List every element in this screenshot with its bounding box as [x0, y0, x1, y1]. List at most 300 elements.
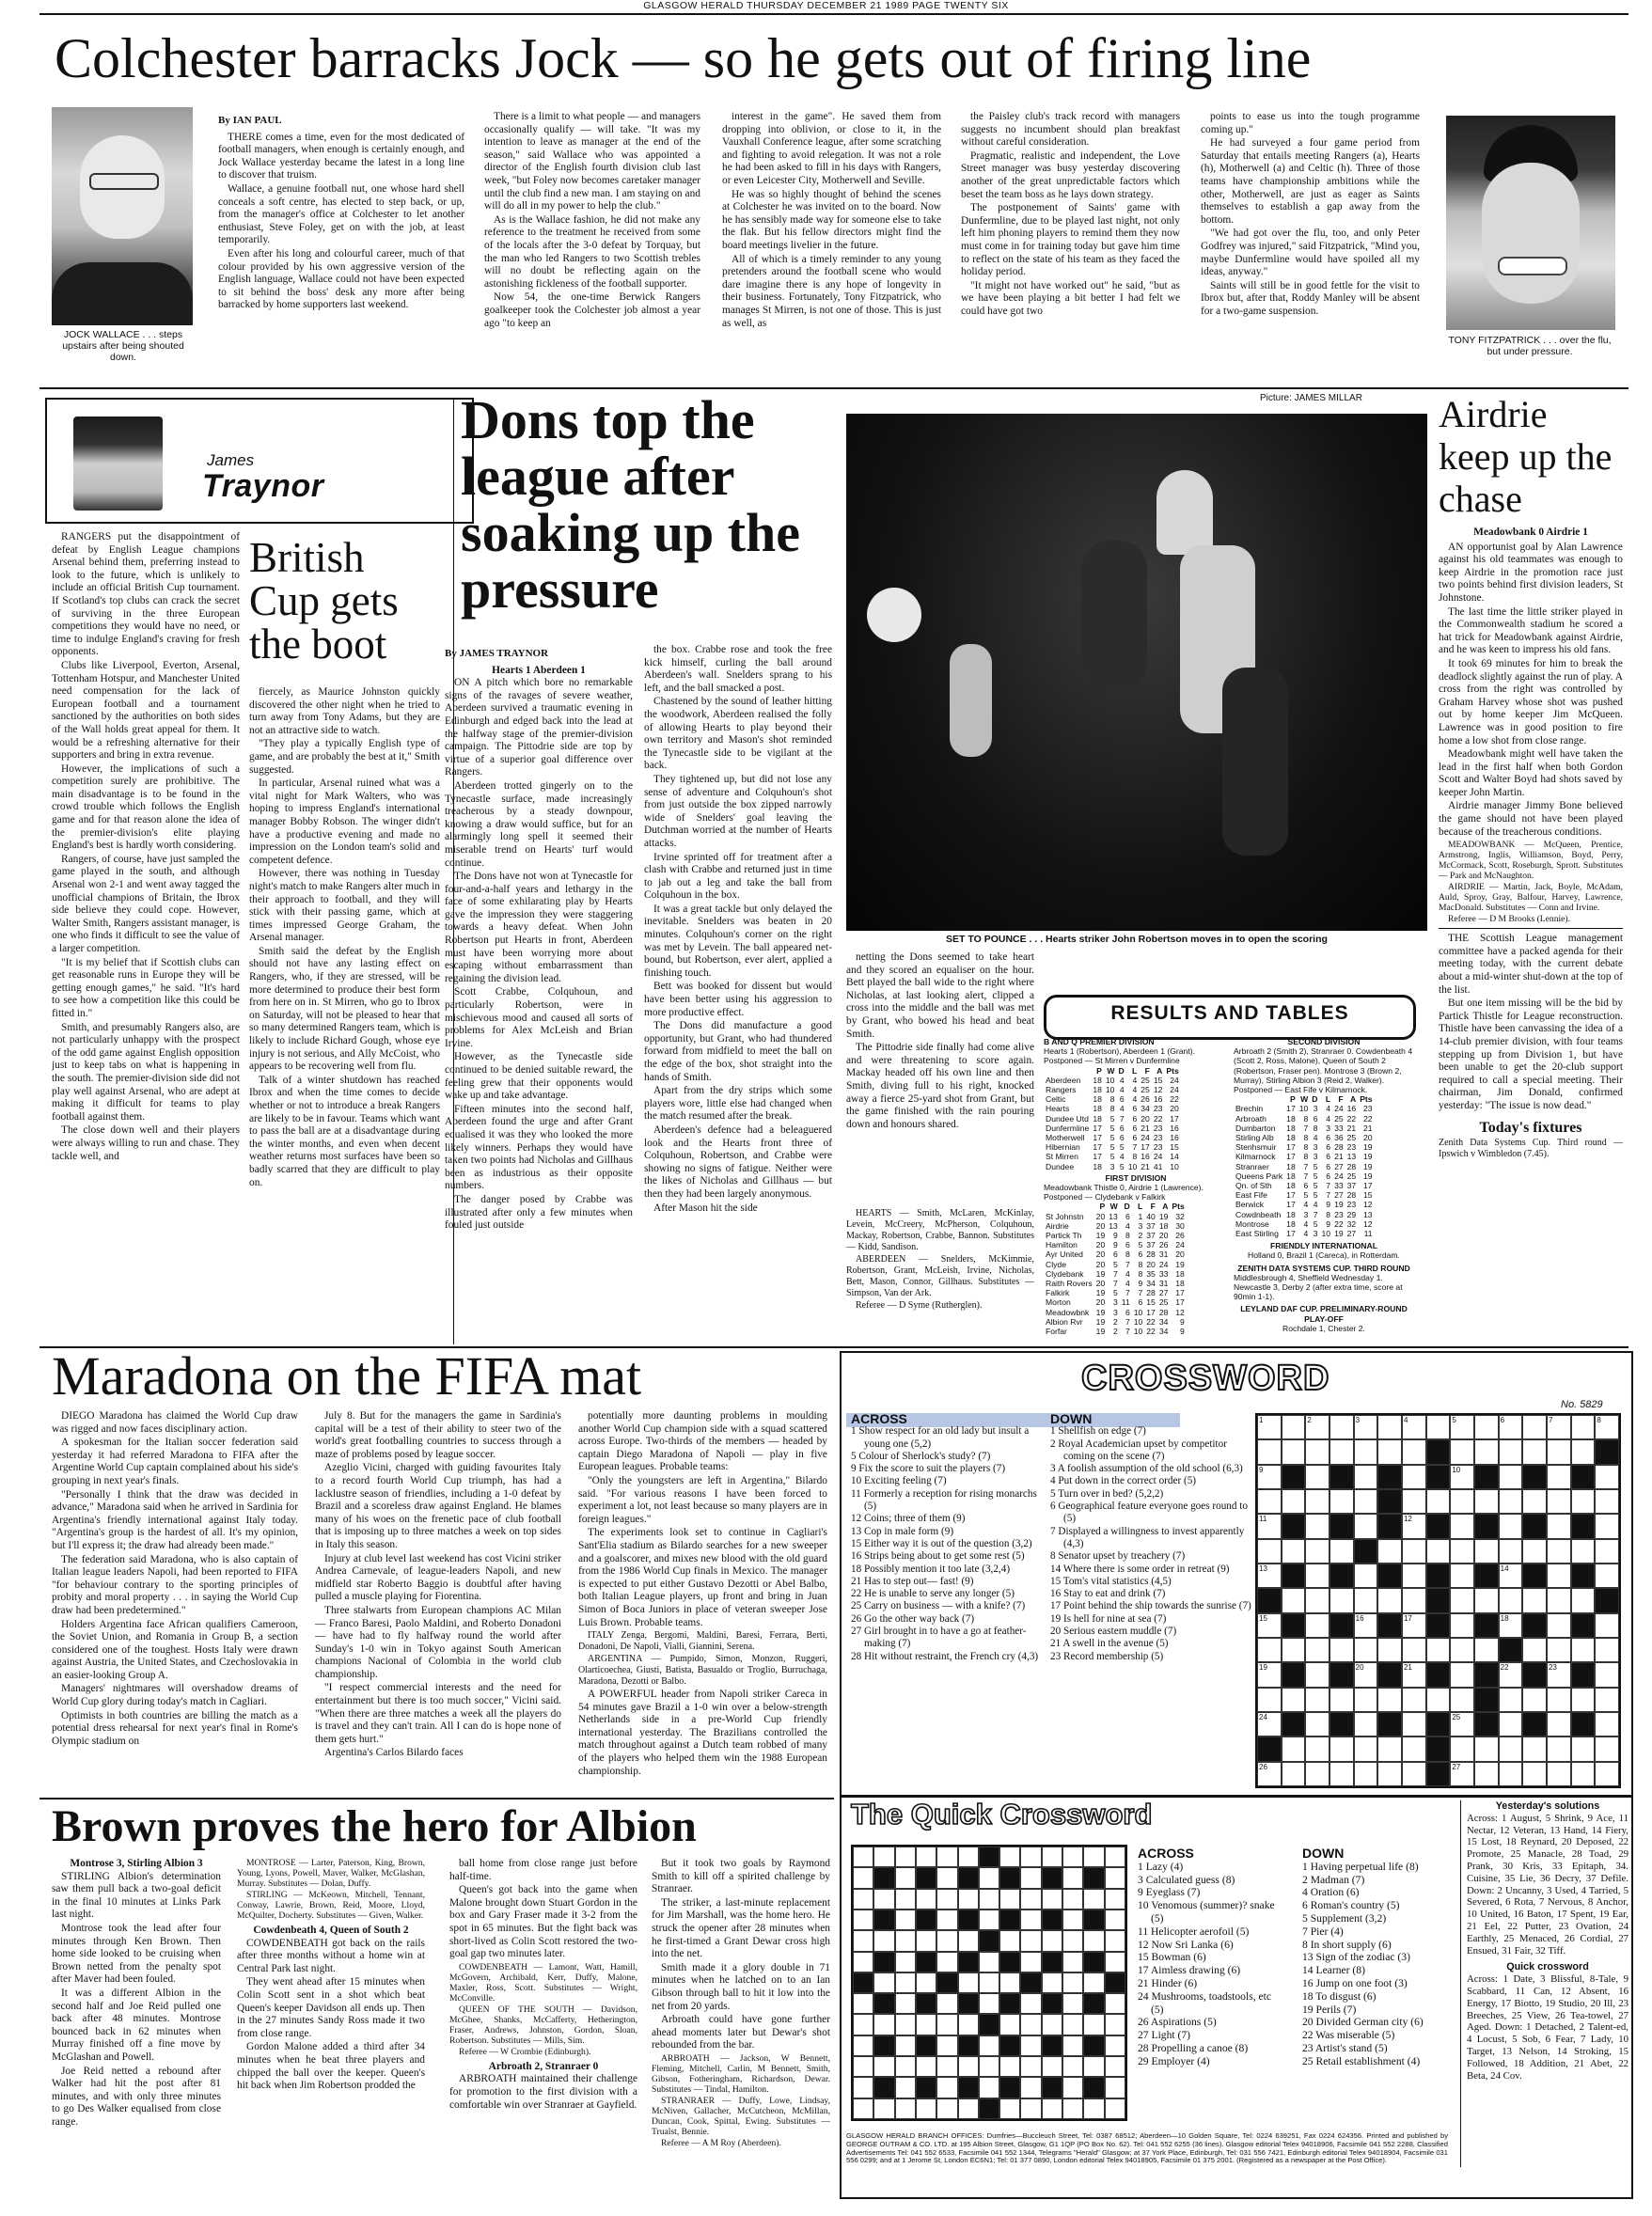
grid-cell[interactable] — [999, 1847, 1020, 1867]
grid-cell[interactable] — [1595, 1564, 1619, 1588]
grid-cell[interactable] — [1354, 1439, 1378, 1464]
grid-cell[interactable] — [1499, 1489, 1523, 1514]
grid-cell[interactable] — [1571, 1688, 1596, 1712]
grid-cell[interactable] — [1499, 1688, 1523, 1712]
grid-cell[interactable] — [1402, 1489, 1426, 1514]
grid-cell[interactable] — [1547, 1662, 1571, 1687]
grid-cell[interactable] — [1354, 1489, 1378, 1514]
grid-cell[interactable] — [1499, 1415, 1523, 1439]
grid-cell[interactable] — [1257, 1712, 1282, 1737]
grid-cell[interactable] — [1329, 1489, 1354, 1514]
grid-cell[interactable] — [1062, 1847, 1083, 1867]
grid-cell[interactable] — [1083, 2014, 1104, 2035]
grid-cell[interactable] — [1450, 1662, 1474, 1687]
grid-cell[interactable] — [1450, 1737, 1474, 1761]
grid-cell[interactable] — [1377, 1539, 1402, 1564]
grid-cell[interactable] — [1474, 1539, 1499, 1564]
grid-cell[interactable] — [895, 2056, 916, 2077]
grid-cell[interactable] — [1547, 1712, 1571, 1737]
grid-cell[interactable] — [1595, 1762, 1619, 1786]
grid-cell[interactable] — [1062, 1867, 1083, 1888]
grid-cell[interactable] — [1305, 1712, 1329, 1737]
grid-cell[interactable] — [895, 1847, 916, 1867]
grid-cell[interactable] — [1354, 1465, 1378, 1489]
grid-cell[interactable] — [916, 2056, 936, 2077]
grid-cell[interactable] — [1595, 1638, 1619, 1662]
grid-cell[interactable] — [1595, 1737, 1619, 1761]
grid-cell[interactable] — [1282, 1737, 1306, 1761]
grid-cell[interactable] — [1105, 2098, 1125, 2119]
grid-cell[interactable] — [895, 2035, 916, 2056]
grid-cell[interactable] — [1282, 1439, 1306, 1464]
grid-cell[interactable] — [1257, 1564, 1282, 1588]
grid-cell[interactable] — [1062, 1972, 1083, 1993]
grid-cell[interactable] — [1020, 1952, 1041, 1972]
grid-cell[interactable] — [1499, 1588, 1523, 1612]
grid-cell[interactable] — [873, 1847, 894, 1867]
grid-cell[interactable] — [1305, 1613, 1329, 1638]
grid-cell[interactable] — [958, 1930, 979, 1951]
grid-cell[interactable] — [1020, 1930, 1041, 1951]
grid-cell[interactable] — [999, 1889, 1020, 1910]
grid-cell[interactable] — [1402, 1762, 1426, 1786]
grid-cell[interactable] — [1257, 1514, 1282, 1538]
grid-cell[interactable] — [1595, 1712, 1619, 1737]
grid-cell[interactable] — [1426, 1688, 1451, 1712]
grid-cell[interactable] — [1450, 1712, 1474, 1737]
grid-cell[interactable] — [958, 2098, 979, 2119]
grid-cell[interactable] — [916, 1972, 936, 1993]
grid-cell[interactable] — [979, 1867, 999, 1888]
grid-cell[interactable] — [1547, 1688, 1571, 1712]
grid-cell[interactable] — [853, 1952, 873, 1972]
table-cell: 22 — [1334, 1218, 1344, 1229]
grid-cell[interactable] — [979, 1889, 999, 1910]
grid-cell[interactable] — [1020, 2077, 1041, 2098]
grid-cell[interactable] — [1282, 1762, 1306, 1786]
grid-cell[interactable] — [853, 1867, 873, 1888]
grid-cell[interactable] — [1499, 1712, 1523, 1737]
grid-cell[interactable] — [1257, 1439, 1282, 1464]
grid-cell[interactable] — [1257, 1638, 1282, 1662]
grid-cell[interactable] — [1377, 1415, 1402, 1439]
grid-cell[interactable] — [1105, 1993, 1125, 2014]
grid-cell[interactable] — [1282, 1415, 1306, 1439]
grid-cell[interactable] — [979, 2056, 999, 2077]
grid-cell[interactable] — [1062, 1993, 1083, 2014]
table-cell: 34 — [1158, 1327, 1169, 1337]
grid-cell[interactable] — [1450, 1489, 1474, 1514]
grid-cell[interactable] — [873, 1889, 894, 1910]
grid-cell[interactable] — [853, 2014, 873, 2035]
grid-cell[interactable] — [1499, 1465, 1523, 1489]
grid-cell[interactable] — [1377, 1762, 1402, 1786]
grid-cell[interactable] — [1595, 1613, 1619, 1638]
grid-cell[interactable] — [1402, 1439, 1426, 1464]
grid-cell[interactable] — [1354, 1762, 1378, 1786]
table-cell: 30 — [1175, 1220, 1185, 1231]
grid-cell[interactable] — [1282, 1638, 1306, 1662]
grid-cell[interactable] — [936, 1847, 957, 1867]
grid-cell[interactable] — [1305, 1662, 1329, 1687]
grid-cell[interactable] — [1547, 1737, 1571, 1761]
grid-cell[interactable] — [958, 1889, 979, 1910]
grid-cell[interactable] — [1522, 1588, 1547, 1612]
grid-cell[interactable] — [1402, 1564, 1426, 1588]
grid-cell[interactable] — [1499, 1737, 1523, 1761]
grid-cell[interactable] — [1377, 1737, 1402, 1761]
grid-cell[interactable] — [1062, 1952, 1083, 1972]
grid-cell[interactable] — [958, 1847, 979, 1867]
clue: 10 Venomous (summer)? snake (5) — [1138, 1899, 1275, 1925]
grid-cell[interactable] — [916, 2098, 936, 2119]
grid-cell[interactable] — [1547, 1638, 1571, 1662]
grid-cell[interactable] — [1305, 1737, 1329, 1761]
grid-cell[interactable] — [1522, 1688, 1547, 1712]
grid-cell[interactable] — [895, 1889, 916, 1910]
grid-cell[interactable] — [936, 2077, 957, 2098]
grid-cell[interactable] — [1305, 1564, 1329, 1588]
grid-cell[interactable] — [1522, 1415, 1547, 1439]
grid-cell[interactable] — [1020, 1993, 1041, 2014]
grid-cell[interactable] — [1305, 1762, 1329, 1786]
grid-cell[interactable] — [916, 1930, 936, 1951]
grid-cell[interactable] — [1062, 2077, 1083, 2098]
grid-cell[interactable] — [1083, 2098, 1104, 2119]
grid-cell[interactable] — [1305, 1415, 1329, 1439]
grid-cell[interactable] — [1426, 1539, 1451, 1564]
grid-cell[interactable] — [1354, 1613, 1378, 1638]
grid-cell[interactable] — [1083, 1930, 1104, 1951]
grid-cell[interactable] — [1474, 1415, 1499, 1439]
grid-cell[interactable] — [1354, 1712, 1378, 1737]
grid-cell[interactable] — [1450, 1539, 1474, 1564]
grid-cell[interactable] — [1522, 1439, 1547, 1464]
grid-cell[interactable] — [1305, 1489, 1329, 1514]
grid-cell[interactable] — [999, 2098, 1020, 2119]
grid-cell[interactable] — [1257, 1465, 1282, 1489]
grid-cell[interactable] — [1257, 1415, 1282, 1439]
grid-cell[interactable] — [1474, 1737, 1499, 1761]
grid-cell[interactable] — [1547, 1762, 1571, 1786]
grid-cell[interactable] — [1354, 1564, 1378, 1588]
grid-cell[interactable] — [916, 1889, 936, 1910]
grid-cell[interactable] — [1105, 1952, 1125, 1972]
grid-cell[interactable] — [1377, 1638, 1402, 1662]
grid-cell[interactable] — [853, 1910, 873, 1930]
grid-cell[interactable] — [1329, 1737, 1354, 1761]
grid-cell[interactable] — [853, 1930, 873, 1951]
grid-cell[interactable] — [1282, 1489, 1306, 1514]
grid-cell[interactable] — [1257, 1688, 1282, 1712]
grid-cell[interactable] — [895, 2098, 916, 2119]
grid-cell[interactable] — [1402, 1415, 1426, 1439]
grid-cell[interactable] — [999, 2014, 1020, 2035]
grid-cell[interactable] — [999, 1972, 1020, 1993]
grid-cell[interactable] — [1062, 2014, 1083, 2035]
grid-cell[interactable] — [1105, 1867, 1125, 1888]
grid-cell[interactable] — [936, 1993, 957, 2014]
grid-cell[interactable] — [936, 2035, 957, 2056]
grid-cell[interactable] — [936, 1952, 957, 1972]
grid-cell[interactable] — [936, 1930, 957, 1951]
grid-cell[interactable] — [1402, 1688, 1426, 1712]
grid-cell[interactable] — [1571, 1415, 1596, 1439]
grid-cell[interactable] — [1595, 1489, 1619, 1514]
grid-cell[interactable] — [1042, 1889, 1062, 1910]
grid-cell[interactable] — [895, 1910, 916, 1930]
grid-cell[interactable] — [979, 1993, 999, 2014]
grid-cell[interactable] — [1547, 1588, 1571, 1612]
grid-cell[interactable] — [1105, 1930, 1125, 1951]
grid-cell[interactable] — [1450, 1588, 1474, 1612]
grid-cell[interactable] — [1571, 1539, 1596, 1564]
grid-cell[interactable] — [1547, 1415, 1571, 1439]
grid-cell[interactable] — [1257, 1662, 1282, 1687]
grid-cell[interactable] — [1042, 1847, 1062, 1867]
grid-cell[interactable] — [1402, 1465, 1426, 1489]
grid-cell[interactable] — [1450, 1638, 1474, 1662]
grid-cell[interactable] — [1402, 1638, 1426, 1662]
grid-cell[interactable] — [1354, 1588, 1378, 1612]
grid-cell[interactable] — [1402, 1588, 1426, 1612]
grid-cell[interactable] — [1042, 1972, 1062, 1993]
grid-cell[interactable] — [1020, 1889, 1041, 1910]
grid-cell[interactable] — [853, 1993, 873, 2014]
grid-cell[interactable] — [1282, 1588, 1306, 1612]
grid-cell[interactable] — [1547, 1613, 1571, 1638]
grid-cell[interactable] — [1474, 1762, 1499, 1786]
grid-cell[interactable] — [1547, 1439, 1571, 1464]
grid-cell[interactable] — [916, 2014, 936, 2035]
grid-cell[interactable] — [958, 2056, 979, 2077]
grid-cell[interactable] — [1450, 1439, 1474, 1464]
grid-cell[interactable] — [1571, 1638, 1596, 1662]
grid-cell[interactable] — [936, 2098, 957, 2119]
grid-cell[interactable] — [873, 2056, 894, 2077]
grid-cell[interactable] — [1499, 1564, 1523, 1588]
grid-cell[interactable] — [1354, 1737, 1378, 1761]
grid-cell[interactable] — [1083, 1972, 1104, 1993]
grid-cell[interactable] — [1062, 1889, 1083, 1910]
grid-cell[interactable] — [1020, 2014, 1041, 2035]
grid-cell[interactable] — [1499, 1439, 1523, 1464]
grid-cell[interactable] — [873, 2014, 894, 2035]
grid-cell[interactable] — [1571, 1762, 1596, 1786]
grid-cell[interactable] — [1105, 2077, 1125, 2098]
grid-cell[interactable] — [1329, 1539, 1354, 1564]
grid-cell[interactable] — [1547, 1564, 1571, 1588]
grid-cell[interactable] — [1547, 1514, 1571, 1538]
grid-cell[interactable] — [936, 1867, 957, 1888]
grid-cell[interactable] — [979, 2035, 999, 2056]
grid-cell[interactable] — [1450, 1514, 1474, 1538]
grid-cell[interactable] — [1305, 1465, 1329, 1489]
grid-cell[interactable] — [1305, 1539, 1329, 1564]
grid-cell[interactable] — [873, 1972, 894, 1993]
grid-cell[interactable] — [1571, 1489, 1596, 1514]
grid-cell[interactable] — [1083, 1847, 1104, 1867]
grid-cell[interactable] — [1020, 1867, 1041, 1888]
grid-cell[interactable] — [1426, 1489, 1451, 1514]
grid-cell[interactable] — [1305, 1638, 1329, 1662]
grid-cell[interactable] — [1329, 1638, 1354, 1662]
grid-cell[interactable] — [1257, 1613, 1282, 1638]
grid-cell[interactable] — [1402, 1712, 1426, 1737]
grid-cell[interactable] — [1499, 1762, 1523, 1786]
grid-cell[interactable] — [895, 1972, 916, 1993]
grid-cell[interactable] — [1062, 1910, 1083, 1930]
grid-cell[interactable] — [1354, 1662, 1378, 1687]
grid-cell[interactable] — [999, 1930, 1020, 1951]
grid-cell[interactable] — [1402, 1662, 1426, 1687]
grid-cell[interactable] — [1042, 2056, 1062, 2077]
grid-cell[interactable] — [895, 1952, 916, 1972]
grid-cell[interactable] — [1354, 1514, 1378, 1538]
grid-cell[interactable] — [1547, 1489, 1571, 1514]
grid-cell[interactable] — [1595, 1539, 1619, 1564]
grid-cell[interactable] — [1595, 1514, 1619, 1538]
grid-cell[interactable] — [1571, 1737, 1596, 1761]
grid-cell[interactable] — [1571, 1588, 1596, 1612]
grid-cell[interactable] — [1450, 1465, 1474, 1489]
grid-cell[interactable] — [1522, 1737, 1547, 1761]
grid-cell[interactable] — [1329, 1439, 1354, 1464]
grid-cell[interactable] — [895, 1993, 916, 2014]
grid-cell[interactable] — [1305, 1514, 1329, 1538]
grid-cell[interactable] — [1062, 2098, 1083, 2119]
grid-cell[interactable] — [1547, 1539, 1571, 1564]
grid-cell[interactable] — [979, 1910, 999, 1930]
grid-cell[interactable] — [936, 2014, 957, 2035]
grid-cell[interactable] — [1450, 1688, 1474, 1712]
grid-cell[interactable] — [1105, 2056, 1125, 2077]
grid-cell[interactable] — [999, 2056, 1020, 2077]
grid-cell[interactable] — [1474, 1638, 1499, 1662]
grid-cell[interactable] — [979, 2077, 999, 2098]
grid-cell[interactable] — [1499, 1613, 1523, 1638]
grid-cell[interactable] — [1329, 1762, 1354, 1786]
grid-cell[interactable] — [958, 2014, 979, 2035]
grid-cell[interactable] — [1474, 1439, 1499, 1464]
grid-cell[interactable] — [1062, 1930, 1083, 1951]
grid-cell[interactable] — [853, 2056, 873, 2077]
grid-cell[interactable] — [1305, 1688, 1329, 1712]
grid-cell[interactable] — [1402, 1539, 1426, 1564]
grid-cell[interactable] — [936, 2056, 957, 2077]
grid-cell[interactable] — [916, 1847, 936, 1867]
grid-cell[interactable] — [853, 2035, 873, 2056]
grid-cell[interactable] — [979, 1972, 999, 1993]
grid-cell[interactable] — [1042, 2014, 1062, 2035]
grid-cell[interactable] — [1062, 2035, 1083, 2056]
grid-cell[interactable] — [1522, 1539, 1547, 1564]
grid-cell[interactable] — [1329, 1415, 1354, 1439]
grid-cell[interactable] — [1402, 1613, 1426, 1638]
grid-cell[interactable] — [1426, 1415, 1451, 1439]
grid-cell[interactable] — [1105, 2035, 1125, 2056]
grid-cell[interactable] — [1377, 1688, 1402, 1712]
grid-cell[interactable] — [1020, 2056, 1041, 2077]
grid-cell[interactable] — [1257, 1489, 1282, 1514]
grid-cell[interactable] — [958, 1972, 979, 1993]
grid-cell[interactable] — [1020, 1910, 1041, 1930]
grid-cell[interactable] — [1595, 1465, 1619, 1489]
grid-cell[interactable] — [1282, 1688, 1306, 1712]
grid-cell[interactable] — [1450, 1415, 1474, 1439]
grid-cell[interactable] — [1595, 1662, 1619, 1687]
grid-cell[interactable] — [1426, 1638, 1451, 1662]
grid-cell[interactable] — [1595, 1688, 1619, 1712]
grid-cell[interactable] — [1499, 1662, 1523, 1687]
grid-cell[interactable] — [895, 2014, 916, 2035]
grid-cell[interactable] — [1354, 1688, 1378, 1712]
grid-cell[interactable] — [873, 1930, 894, 1951]
grid-cell[interactable] — [1020, 2098, 1041, 2119]
grid-cell[interactable] — [1105, 1889, 1125, 1910]
grid-cell[interactable] — [1450, 1762, 1474, 1786]
grid-cell[interactable] — [1547, 1465, 1571, 1489]
grid-cell[interactable] — [1329, 1688, 1354, 1712]
grid-cell[interactable] — [853, 1889, 873, 1910]
grid-cell[interactable] — [1105, 1910, 1125, 1930]
grid-cell[interactable] — [895, 1867, 916, 1888]
grid-cell[interactable] — [1020, 1847, 1041, 1867]
grid-cell[interactable] — [1522, 1762, 1547, 1786]
grid-cell[interactable] — [895, 1930, 916, 1951]
grid-cell[interactable] — [1522, 1489, 1547, 1514]
grid-cell[interactable] — [873, 2098, 894, 2119]
grid-cell[interactable] — [895, 2077, 916, 2098]
grid-cell[interactable] — [1499, 1514, 1523, 1538]
grid-cell[interactable] — [1595, 1415, 1619, 1439]
grid-cell[interactable] — [1257, 1762, 1282, 1786]
grid-cell[interactable] — [1450, 1564, 1474, 1588]
grid-cell[interactable] — [1499, 1539, 1523, 1564]
grid-cell[interactable] — [1305, 1439, 1329, 1464]
grid-cell[interactable] — [936, 1910, 957, 1930]
grid-cell[interactable] — [1257, 1539, 1282, 1564]
grid-cell[interactable] — [1305, 1588, 1329, 1612]
grid-cell[interactable] — [853, 2098, 873, 2119]
grid-cell[interactable] — [1474, 1588, 1499, 1612]
grid-cell[interactable] — [1354, 1415, 1378, 1439]
grid-cell[interactable] — [1377, 1588, 1402, 1612]
grid-cell[interactable] — [1402, 1737, 1426, 1761]
grid-cell[interactable] — [1083, 2056, 1104, 2077]
grid-cell[interactable] — [1042, 2098, 1062, 2119]
grid-cell[interactable] — [936, 1889, 957, 1910]
grid-cell[interactable] — [1062, 2056, 1083, 2077]
grid-cell[interactable] — [1042, 1930, 1062, 1951]
grid-cell[interactable] — [1402, 1514, 1426, 1538]
grid-cell[interactable] — [1450, 1613, 1474, 1638]
grid-cell[interactable] — [1329, 1588, 1354, 1612]
grid-cell[interactable] — [1377, 1439, 1402, 1464]
grid-cell[interactable] — [1020, 2035, 1041, 2056]
grid-cell[interactable] — [1083, 1889, 1104, 1910]
grid-cell[interactable] — [1105, 1847, 1125, 1867]
grid-cell[interactable] — [1105, 2014, 1125, 2035]
grid-cell[interactable] — [1522, 1638, 1547, 1662]
grid-cell[interactable] — [1354, 1638, 1378, 1662]
grid-cell[interactable] — [853, 2077, 873, 2098]
grid-cell[interactable] — [1282, 1539, 1306, 1564]
grid-cell[interactable] — [853, 1847, 873, 1867]
grid-cell[interactable] — [979, 1952, 999, 1972]
grid-cell[interactable] — [1474, 1489, 1499, 1514]
grid-cell[interactable] — [1571, 1439, 1596, 1464]
